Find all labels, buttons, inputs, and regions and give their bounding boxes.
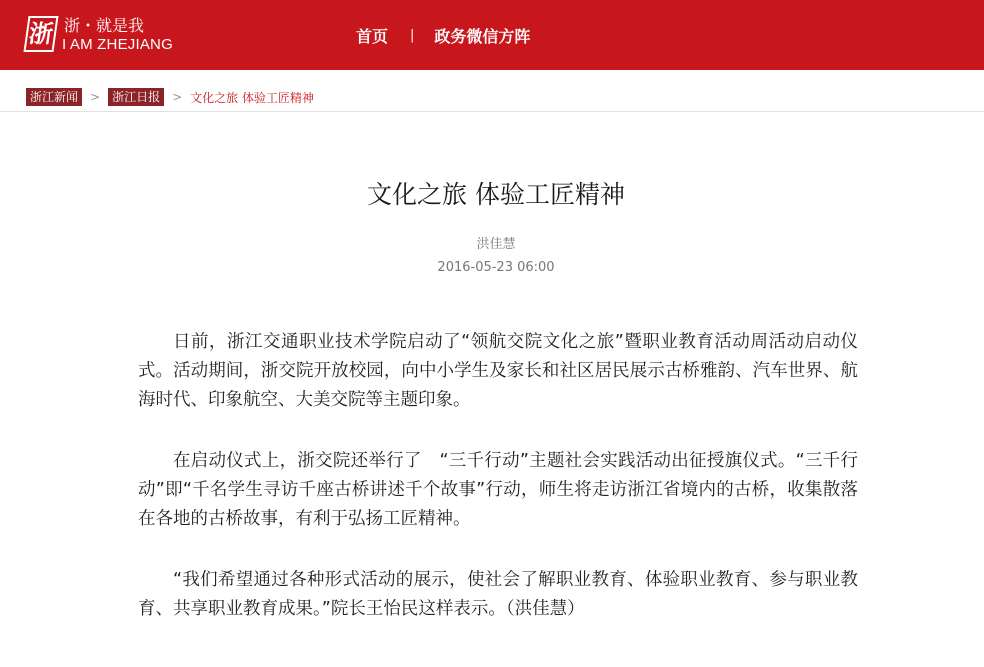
- breadcrumb-item-zhejiang-news[interactable]: 浙江新闻: [26, 88, 82, 106]
- site-logo[interactable]: [22, 14, 182, 56]
- breadcrumb: [26, 87, 314, 107]
- chevron-right-icon: >: [172, 90, 183, 104]
- breadcrumb-current: 文化之旅 体验工匠精神: [190, 90, 314, 105]
- article-body: [138, 328, 858, 656]
- nav-link-home[interactable]: 首页: [356, 26, 389, 46]
- article-author: 洪佳慧: [476, 237, 516, 252]
- nav-link-gov-wechat[interactable]: 政务微信方阵: [434, 26, 531, 46]
- article-paragraph: 日前，浙江交通职业技术学院启动了“领航交院文化之旅”暨职业教育活动周活动启动仪式。活动期间，浙交院开放校园，向中小学生及家长和社区居民展示古桥雅韵、汽车世界、航海时代、印象航空、大美交院等主题印象。: [138, 332, 858, 410]
- logo-english-text: I AM ZHEJIANG: [62, 36, 173, 53]
- nav-separator: |: [410, 27, 415, 43]
- article-paragraph: “我们希望通过各种形式活动的展示，使社会了解职业教育、体验职业教育、参与职业教育、共享职业教育成果。”院长王怡民这样表示。（洪佳慧）: [138, 570, 858, 619]
- article-paragraph: 在启动仪式上，浙交院还举行了 “三千行动”主题社会实践活动出征授旗仪式。“三千行动”即“千名学生寻访千座古桥讲述千个故事”行动，师生将走访浙江省境内的古桥，收集散落在各地的古桥故事，有利于弘扬工匠精神。: [138, 451, 858, 529]
- article-title: 文化之旅 体验工匠精神: [367, 180, 625, 209]
- logo-mark-icon: 浙: [23, 16, 58, 52]
- logo-chinese-text: 浙・就是我: [64, 16, 145, 35]
- main-nav: [356, 0, 530, 70]
- chevron-right-icon: >: [90, 90, 101, 104]
- breadcrumb-bar: [0, 82, 984, 112]
- breadcrumb-item-zhejiang-daily[interactable]: 浙江日报: [108, 88, 164, 106]
- top-header-bar: [0, 0, 984, 70]
- article-date: 2016-05-23 06:00: [437, 260, 555, 275]
